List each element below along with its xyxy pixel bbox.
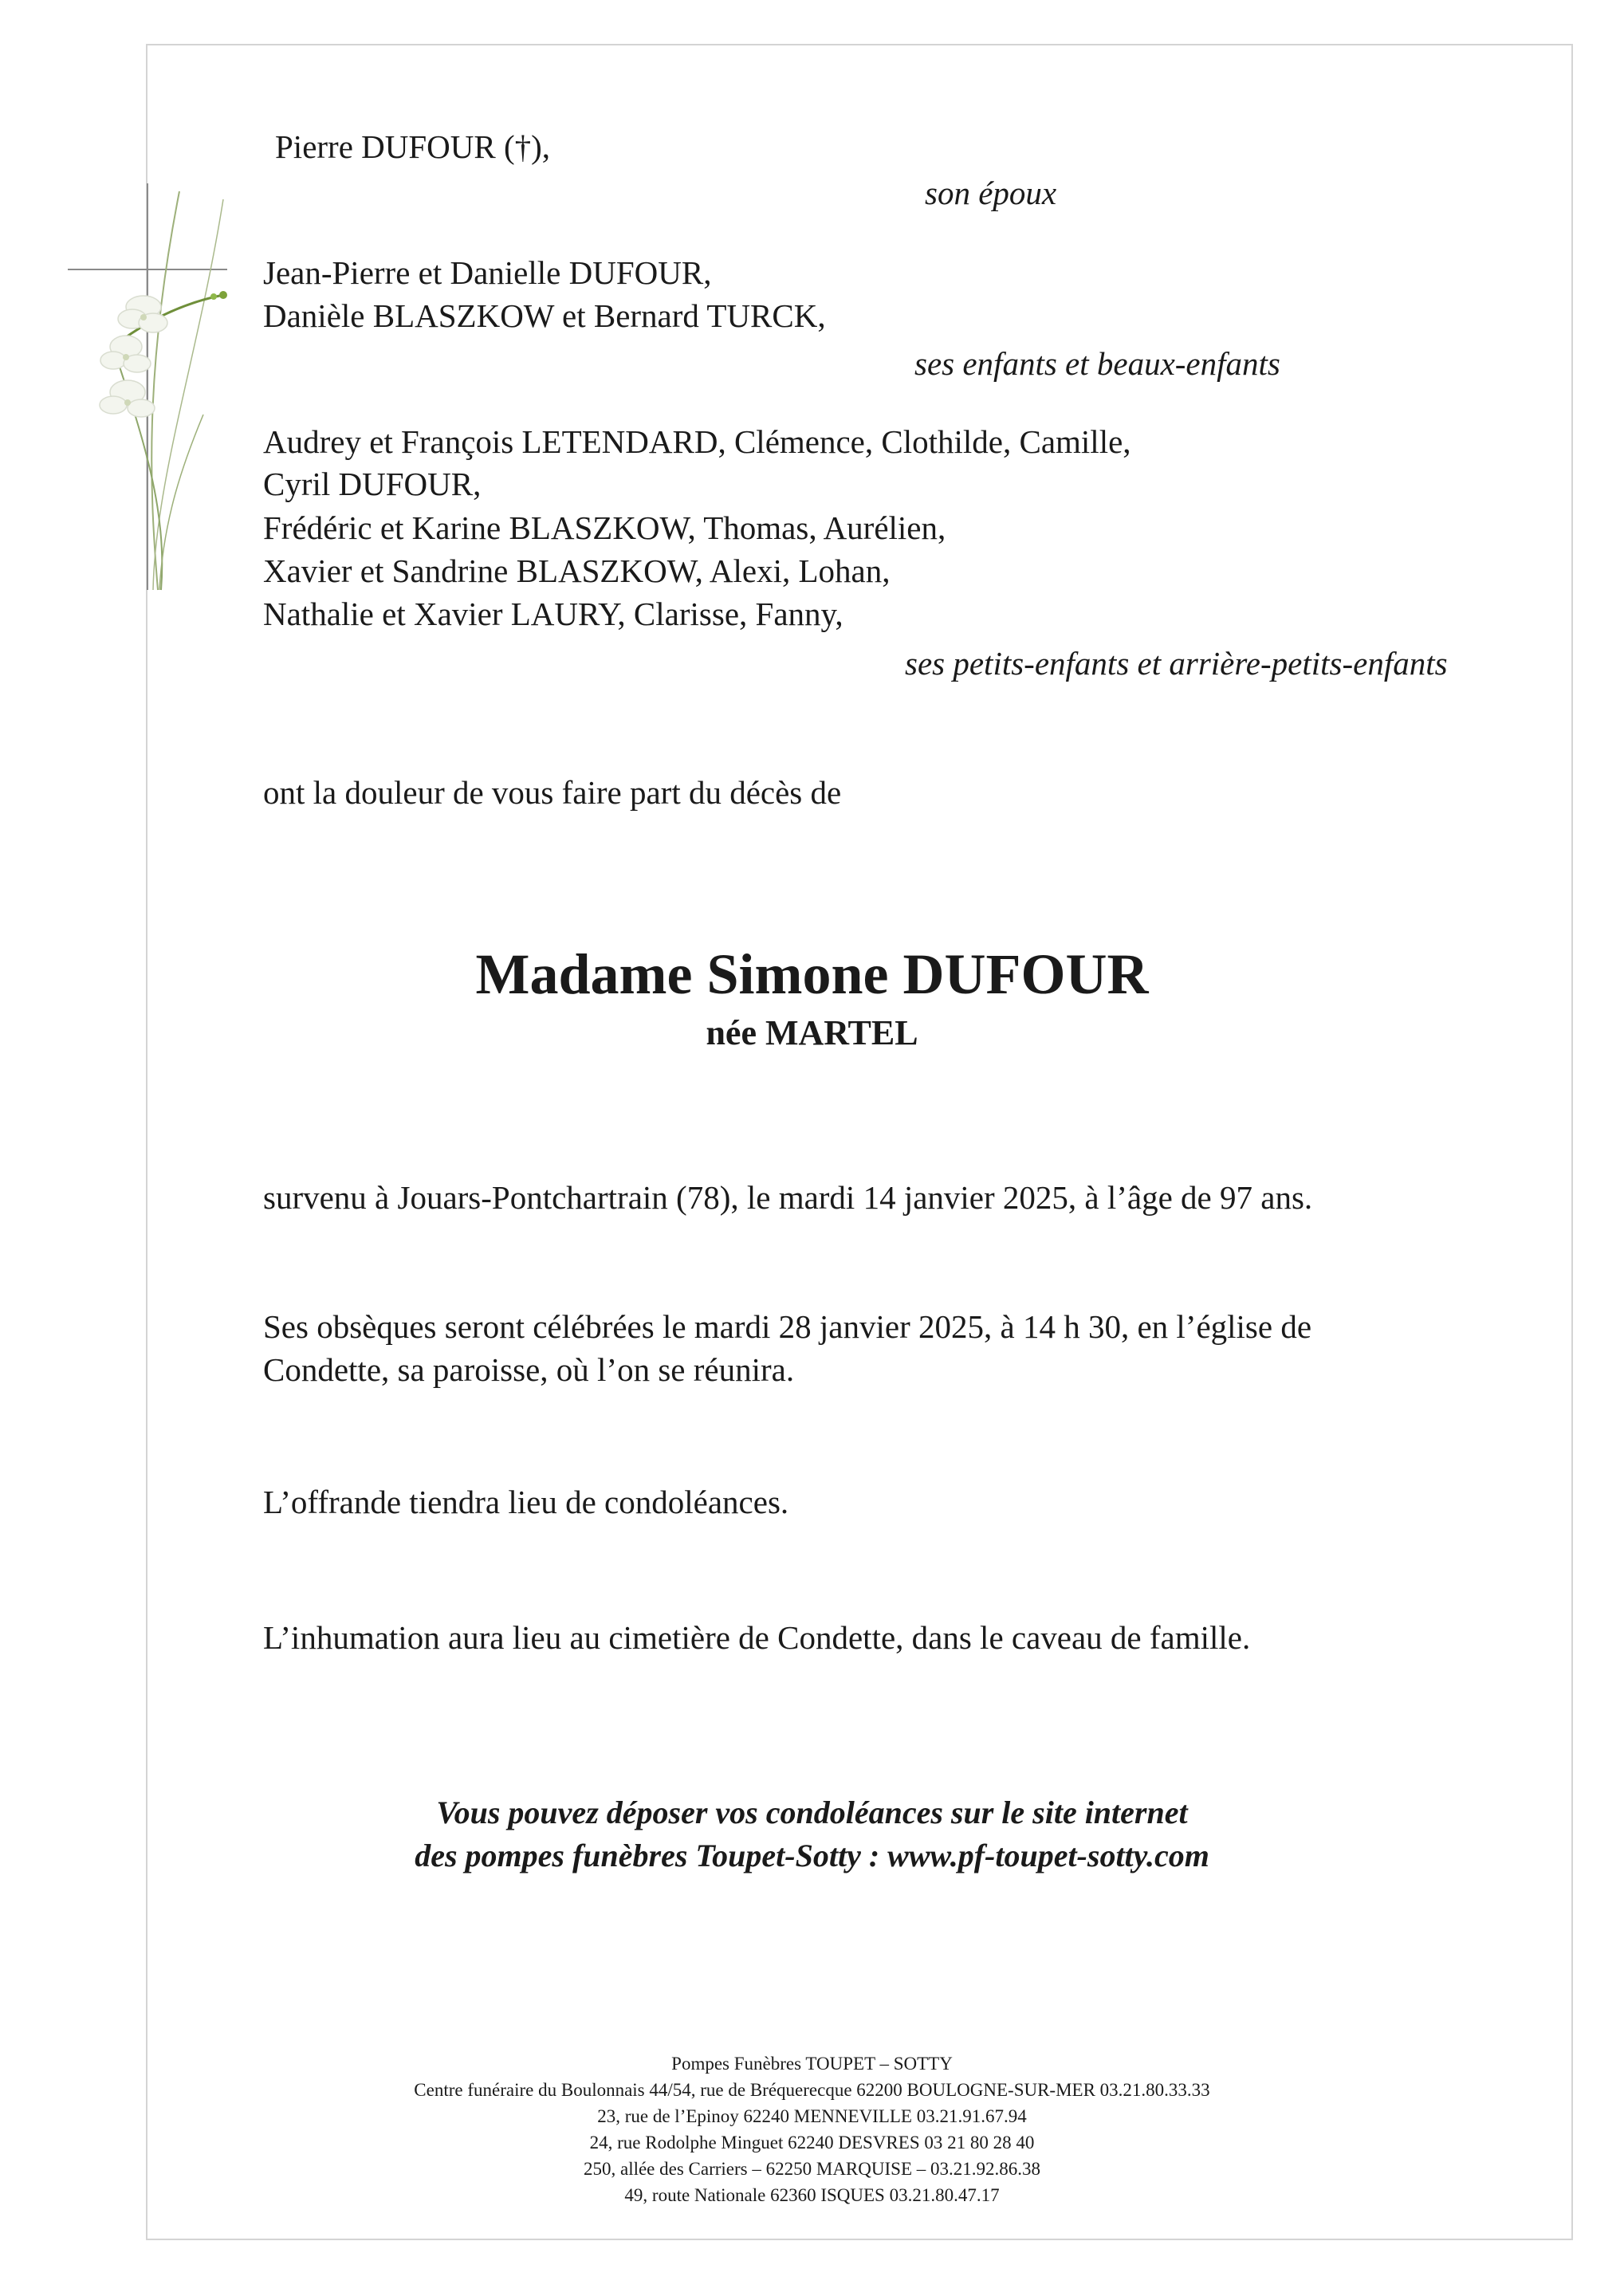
footer-line: 250, allée des Carriers – 62250 MARQUISE – 03.21.92.86.38 xyxy=(583,2159,1040,2179)
funeral-details-line: Ses obsèques seront célébrées le mardi 28 janvier 2025, à 14 h 30, en l’église de xyxy=(263,1308,1312,1345)
page-border xyxy=(146,44,1573,2240)
condolences-line: des pompes funèbres Toupet-Sotty : www.pf-toupet-sotty.com xyxy=(415,1838,1209,1873)
footer-line: 23, rue de l’Epinoy 62240 MENNEVILLE 03.21.91.67.94 xyxy=(597,2106,1027,2126)
grandchildren-role: ses petits-enfants et arrière-petits-enfants xyxy=(905,645,1448,682)
footer-line: 49, route Nationale 62360 ISQUES 03.21.80.47.17 xyxy=(624,2185,1000,2205)
child-line: Jean-Pierre et Danielle DUFOUR, xyxy=(263,254,712,291)
burial-details: L’inhumation aura lieu au cimetière de Condette, dans le caveau de famille. xyxy=(263,1619,1251,1656)
grandchild-line: Audrey et François LETENDARD, Clémence, Clothilde, Camille, xyxy=(263,423,1131,460)
children-role: ses enfants et beaux-enfants xyxy=(914,345,1280,382)
death-details: survenu à Jouars-Pontchartrain (78), le mardi 14 janvier 2025, à l’âge de 97 ans. xyxy=(263,1179,1313,1216)
footer-line: 24, rue Rodolphe Minguet 62240 DESVRES 03 21 80 28 40 xyxy=(589,2133,1035,2152)
footer-line: Pompes Funèbres TOUPET – SOTTY xyxy=(671,2054,953,2074)
condolences-line: Vous pouvez déposer vos condoléances sur le site internet xyxy=(436,1795,1188,1830)
grandchild-line: Nathalie et Xavier LAURY, Clarisse, Fanny, xyxy=(263,596,843,632)
funeral-details-line: Condette, sa paroisse, où l’on se réunira. xyxy=(263,1351,795,1388)
announcement-text: ont la douleur de vous faire part du décès de xyxy=(263,774,842,811)
maiden-name: née MARTEL xyxy=(706,1013,918,1052)
spouse-name: Pierre DUFOUR (†), xyxy=(275,128,551,165)
grandchild-line: Cyril DUFOUR, xyxy=(263,466,482,502)
offering-note: L’offrande tiendra lieu de condoléances. xyxy=(263,1484,789,1520)
cross-with-orchid-icon xyxy=(64,175,255,598)
footer-line: Centre funéraire du Boulonnais 44/54, rue de Bréquerecque 62200 BOULOGNE-SUR-MER 03.21.80.33.33 xyxy=(414,2080,1210,2100)
deceased-name: Madame Simone DUFOUR xyxy=(475,942,1149,1006)
grandchild-line: Xavier et Sandrine BLASZKOW, Alexi, Lohan, xyxy=(263,552,891,589)
spouse-role: son époux xyxy=(925,175,1057,211)
child-line: Danièle BLASZKOW et Bernard TURCK, xyxy=(263,297,826,334)
grandchild-line: Frédéric et Karine BLASZKOW, Thomas, Aurélien, xyxy=(263,509,946,546)
